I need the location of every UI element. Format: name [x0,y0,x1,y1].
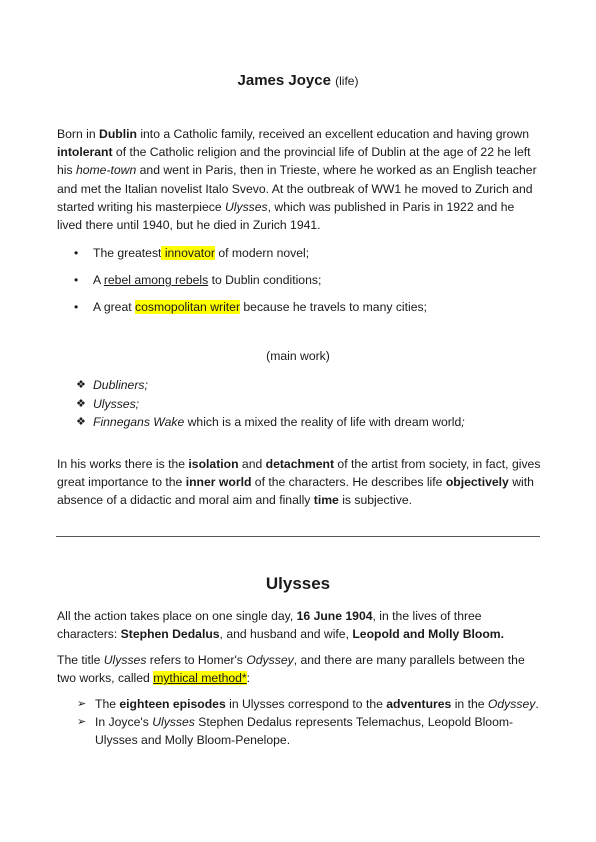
bullet-dot-icon: • [74,273,79,287]
bold-text: inner world [185,475,252,490]
bold-text: objectively [445,475,509,490]
italic-text: Ulysses [152,715,195,730]
bold-text: adventures [386,697,452,711]
italic-text: Odyssey [246,653,294,667]
work-title: Finnegans Wake [93,415,185,429]
text: . [535,697,539,711]
text: of modern novel; [214,246,310,260]
italic-text: Odyssey [487,697,536,711]
text: In Joyce's [95,715,153,730]
text: is subjective. [338,493,412,508]
text: A [93,273,104,287]
text: ; [461,415,465,429]
section-title-ulysses: Ulysses [265,574,331,593]
text: and went in Paris, then in Trieste, where he worked as an English teacher and met the Italian novelist Italo Svevo. At the outbreak of WW1 he moved to Zurich and started writing his masterpiece [57,163,537,214]
text: and [238,457,266,471]
text: : [246,671,251,686]
title-paragraph [57,651,541,687]
list-item [57,413,541,432]
bold-text: detachment [265,457,335,471]
bold-text: 16 June 1904 [296,609,373,623]
text: refers to Homer's [146,653,247,667]
work-title: Dubliners; [93,378,148,392]
text: Born in [57,127,100,141]
section-title-james-joyce [0,72,596,89]
main-work-label: (main work) [266,349,330,363]
themes-paragraph [57,455,541,510]
text: , in the lives of three characters: [57,609,482,642]
text: with absence of a didactic and moral aim and finally [57,475,534,508]
highlighted-text: mythical method* [153,671,247,686]
list-item [57,244,541,262]
list-item [57,271,541,289]
text: Stephen Dedalus represents Telemachus, Leopold Bloom-Ulysses and Molly Bloom-Penelope. [95,715,514,748]
bold-text: time [313,493,339,508]
highlighted-text: innovator [161,246,215,260]
bold-text: isolation [188,457,239,471]
diamond-bullet-icon: ❖ [76,379,86,391]
works-list [57,376,541,432]
arrow-bullet-icon: ➢ [77,716,87,729]
italic-text: home-town [75,163,137,178]
bold-text: eighteen episodes [119,697,226,711]
text: into a Catholic family, received an excellent education and having grown [136,127,529,141]
text: to Dublin conditions; [208,273,322,287]
text: , and husband and wife, [219,627,353,642]
title-text: James Joyce [237,72,331,89]
text: The greatest [93,246,162,260]
bold-text: intolerant [57,145,113,160]
traits-bullet-list [57,244,541,325]
text: of the Catholic religion and the provincial life of Dublin at the age of 22 he left his [57,145,531,178]
list-item [57,395,541,414]
intro-paragraph [57,607,541,643]
text: in Ulysses correspond to the [225,697,387,711]
work-title: Ulysses; [93,396,140,411]
bullet-dot-icon: • [74,246,79,260]
highlighted-text: cosmopolitan writer [135,300,241,314]
list-item [57,713,541,749]
list-item [57,376,541,395]
arrow-bullet-icon: ➢ [77,698,87,710]
italic-text: Ulysses [103,653,147,667]
bold-text: Dublin [99,127,137,141]
text: in the [451,697,488,711]
text: All the action takes place on one single day, [57,609,297,623]
text: The [95,697,120,711]
parallels-list [57,695,541,750]
horizontal-divider [56,536,540,537]
text: , and there are many parallels between the two works, called [57,653,525,686]
text: of the artist from society, in fact, gives great importance to the [57,457,541,490]
text: because he travels to many cities; [240,300,427,314]
diamond-bullet-icon: ❖ [76,416,86,428]
text: which is a mixed the reality of life with dream world [184,415,462,429]
diamond-bullet-icon: ❖ [76,397,86,410]
list-item [57,695,541,713]
italic-text: Ulysses [224,199,268,214]
list-item [57,298,541,316]
text: A great [93,300,136,314]
text: The title [57,653,104,667]
text: of the characters. He describes life [251,475,446,490]
bold-text: Leopold and Molly Bloom. [352,627,505,642]
text: In his works there is the [57,457,189,471]
title-subtitle: (life) [335,74,359,88]
biography-paragraph [57,125,541,234]
bold-text: Stephen Dedalus [120,627,220,642]
underlined-text: rebel among rebels [103,273,209,287]
text: , which was published in Paris in 1922 and he lived there until 1940, but he died in Zurich 1941. [57,199,515,233]
bullet-dot-icon: • [74,300,79,314]
